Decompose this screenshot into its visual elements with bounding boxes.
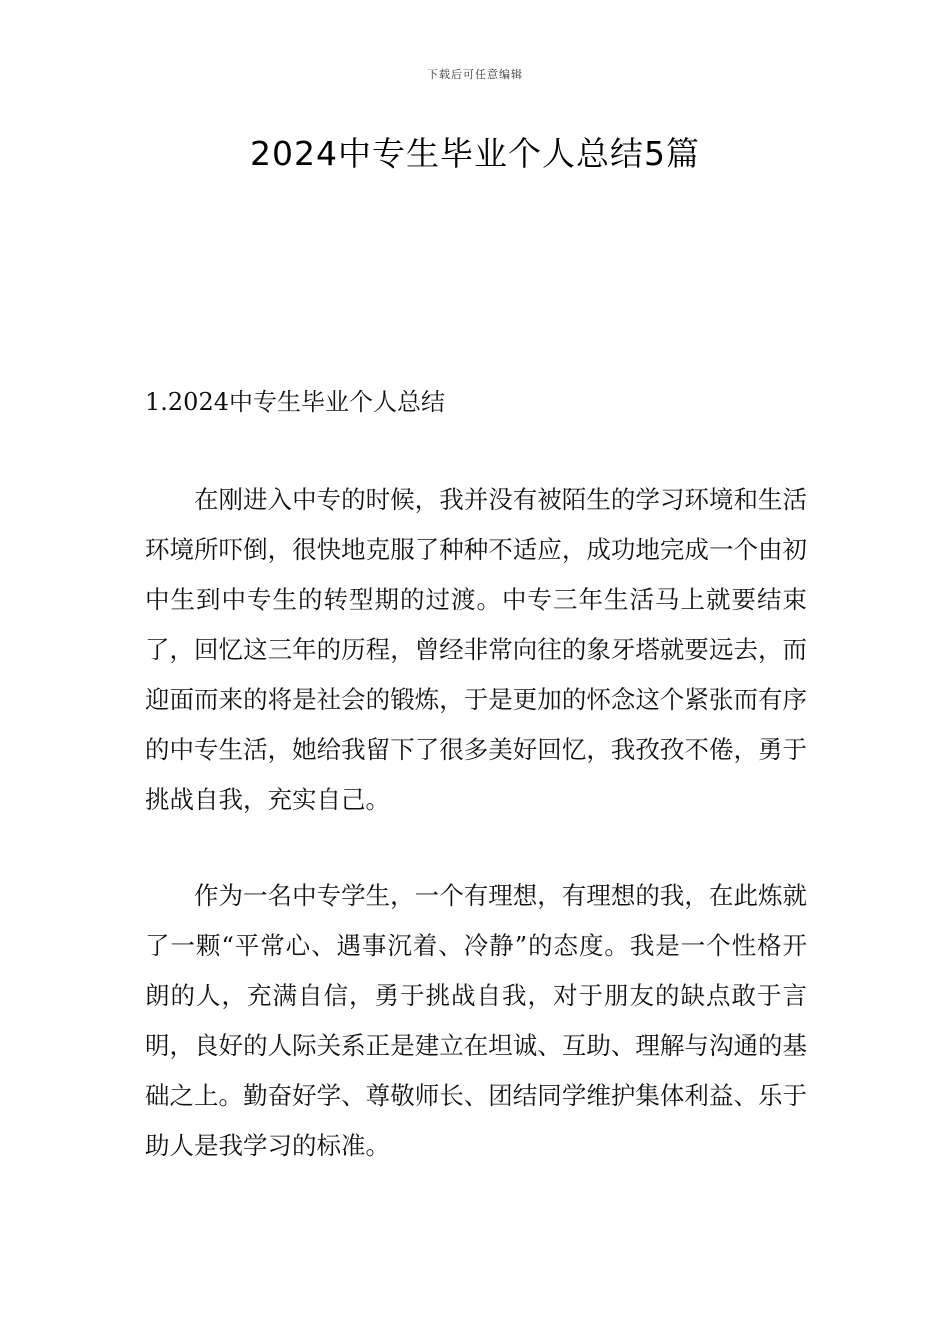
body-paragraph-2: 作为一名中专学生，一个有理想，有理想的我，在此炼就了一颗“平常心、遇事沉着、冷静”的态度。我是一个性格开朗的人，充满自信，勇于挑战自我，对于朋友的缺点敢于言明，良好的人际关系正是建立在坦诚、互助、理解与沟通的基础之上。勤奋好学、尊敬师长、团结同学维护集体利益、乐于助人是我学习的标准。 xyxy=(145,881,807,1160)
section-heading: 1.2024中专生毕业个人总结 xyxy=(145,388,445,416)
body-paragraph-1: 在刚进入中专的时候，我并没有被陌生的学习环境和生活环境所吓倒，很快地克服了种种不适应，成功地完成一个由初中生到中专生的转型期的过渡。中专三年生活马上就要结束了，回忆这三年的历程，曾经非常向往的象牙塔就要远去，而迎面而来的将是社会的锻炼，于是更加的怀念这个紧张而有序的中专生活，她给我留下了很多美好回忆，我孜孜不倦，勇于挑战自我，充实自己。 xyxy=(145,485,807,814)
header-note: 下载后可任意编辑 xyxy=(427,68,523,81)
document-title: 2024中专生毕业个人总结5篇 xyxy=(250,134,700,173)
